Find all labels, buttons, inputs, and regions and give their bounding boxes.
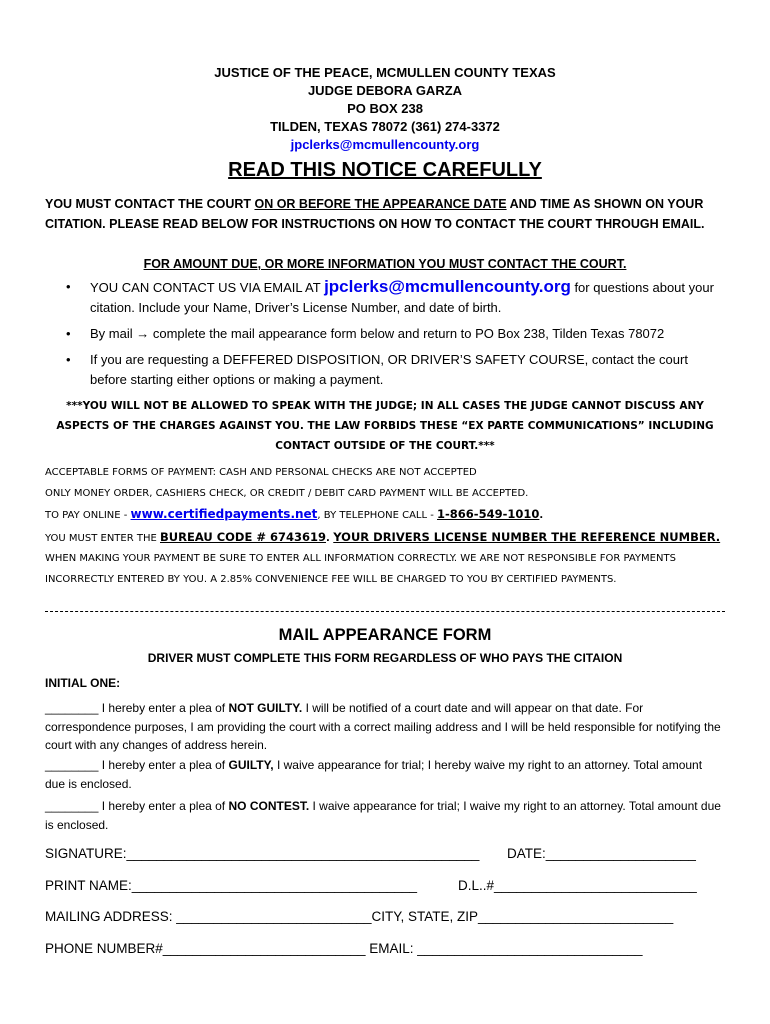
pay-online-mid: , BY TELEPHONE CALL -	[317, 510, 438, 521]
not-guilty-text: I will be notified of a court date and will appear on that date. For correspondence purposes, I am providing the court with a correct mailing address and I will be held responsible for notifying the court with any changes of address herein.	[45, 701, 721, 752]
intro-paragraph	[45, 194, 725, 234]
mailing-address-field[interactable]: MAILING ADDRESS: __________________________CITY, STATE, ZIP__________________________	[45, 909, 674, 924]
phone-email-row	[45, 941, 725, 956]
bullet-icon: •	[66, 326, 71, 341]
payment-forms-line: ACCEPTABLE FORMS OF PAYMENT: CASH AND PERSONAL CHECKS ARE NOT ACCEPTED	[45, 467, 477, 478]
payment-disclaimer: WHEN MAKING YOUR PAYMENT BE SURE TO ENTER ALL INFORMATION CORRECTLY. WE ARE NOT RESPONSIBLE FOR PAYMENTS INCORRECTLY ENTERED BY YOU. A 2.85% CONVENIENCE FEE WILL BE CHARGED TO YOU BY CERTIFIED PAYMENTS.	[45, 553, 676, 585]
plea-not-guilty	[45, 699, 725, 755]
intro-part2: AND TIME AS SHOWN ON YOUR CITATION. PLEASE READ BELOW FOR INSTRUCTIONS ON HOW TO CONTACT THE COURT THROUGH EMAIL.	[45, 197, 705, 231]
payment-info	[45, 463, 735, 590]
plea-no-contest	[45, 797, 725, 834]
phone-email-field[interactable]: PHONE NUMBER#___________________________ EMAIL: ______________________________	[45, 941, 643, 956]
certified-payments-link[interactable]: www.certifiedpayments.net	[130, 507, 318, 521]
court-header	[0, 64, 770, 154]
bureau-pre: YOU MUST ENTER THE	[45, 532, 160, 544]
po-box: PO BOX 238	[347, 101, 423, 116]
phone-number: 1-866-549-1010	[437, 507, 540, 521]
bullet-email-link[interactable]: jpclerks@mcmullencounty.org	[324, 277, 571, 296]
mailing-address-row	[45, 909, 725, 924]
guilty-text: I waive appearance for trial; I hereby waive my right to an attorney. Total amount due is enclosed.	[45, 758, 703, 791]
not-guilty-label: NOT GUILTY.	[228, 701, 303, 715]
court-name: JUSTICE OF THE PEACE, MCMULLEN COUNTY TEXAS	[214, 65, 556, 80]
cut-line-divider	[45, 611, 725, 612]
reference-number-note: YOUR DRIVERS LICENSE NUMBER THE REFERENCE NUMBER.	[333, 529, 721, 544]
print-name-field[interactable]: PRINT NAME:______________________________________	[45, 878, 418, 893]
notice-title: READ THIS NOTICE CAREFULLY	[228, 159, 542, 181]
pay-online-pre: TO PAY ONLINE -	[45, 510, 131, 521]
form-subtitle: DRIVER MUST COMPLETE THIS FORM REGARDLESS OF WHO PAYS THE CITAION	[147, 651, 623, 665]
list-item	[60, 277, 720, 318]
initial-blank-field[interactable]: ________	[45, 758, 99, 772]
header-email-link[interactable]: jpclerks@mcmullencounty.org	[290, 137, 480, 152]
bullet1-text-post: for questions about your citation. Include your Name, Driver’s License Number, and date of birth.	[90, 280, 714, 315]
plea-pre-text: I hereby enter a plea of	[98, 799, 229, 813]
date-field[interactable]: DATE:____________________	[507, 846, 696, 861]
bureau-mid: .	[325, 532, 334, 544]
bullet-icon: •	[66, 352, 71, 367]
initial-one-label: INITIAL ONE:	[45, 676, 121, 690]
initial-blank-field[interactable]: ________	[45, 799, 99, 813]
list-item	[60, 350, 720, 390]
payment-accepted-line: ONLY MONEY ORDER, CASHIERS CHECK, OR CREDIT / DEBIT CARD PAYMENT WILL BE ACCEPTED.	[45, 487, 529, 499]
bullet-icon: •	[66, 279, 71, 294]
bullet3-text: If you are requesting a DEFFERED DISPOSITION, OR DRIVER’S SAFETY COURSE, contact the court before starting either options or making a payment.	[90, 352, 688, 387]
no-contest-text: I waive appearance for trial; I waive my right to an attorney. Total amount due is enclosed.	[45, 799, 721, 832]
intro-part1: YOU MUST CONTACT THE COURT	[45, 197, 255, 211]
header-email-line	[0, 136, 770, 154]
pay-online-end: .	[539, 510, 544, 521]
bullet2-text: By mail → complete the mail appearance form below and return to PO Box 238, Tilden Texas 78072	[90, 326, 665, 341]
list-item	[60, 324, 720, 344]
signature-row	[45, 846, 725, 861]
form-title: MAIL APPEARANCE FORM	[278, 626, 492, 644]
pay-online-line	[45, 504, 735, 527]
bureau-code: BUREAU CODE # 6743619	[160, 529, 326, 544]
intro-underlined: ON OR BEFORE THE APPEARANCE DATE	[254, 197, 507, 211]
amount-due-heading: FOR AMOUNT DUE, OR MORE INFORMATION YOU MUST CONTACT THE COURT.	[143, 257, 627, 271]
plea-pre-text: I hereby enter a plea of	[98, 701, 229, 715]
bureau-code-line	[45, 527, 735, 550]
dl-number-field[interactable]: D.L..#___________________________	[458, 878, 697, 893]
initial-blank-field[interactable]: ________	[45, 701, 99, 715]
city-phone: TILDEN, TEXAS 78072 (361) 274-3372	[270, 119, 500, 134]
plea-pre-text: I hereby enter a plea of	[98, 758, 229, 772]
judge-name: JUDGE DEBORA GARZA	[307, 83, 463, 98]
guilty-label: GUILTY,	[228, 758, 274, 772]
bullet1-text-pre: YOU CAN CONTACT US VIA EMAIL AT	[90, 280, 325, 295]
print-name-row	[45, 878, 725, 893]
signature-field[interactable]: SIGNATURE:_______________________________________________	[45, 846, 480, 861]
ex-parte-warning: ***YOU WILL NOT BE ALLOWED TO SPEAK WITH THE JUDGE; IN ALL CASES THE JUDGE CANNOT DISCUSS ANY ASPECTS OF THE CHARGES AGAINST YOU. THE LAW FORBIDS THESE “EX PARTE COMMUNICATIONS” INCLUDING CONTACT OUTSIDE OF THE COURT.***	[56, 400, 714, 452]
no-contest-label: NO CONTEST.	[228, 799, 310, 813]
contact-bullet-list	[60, 277, 720, 396]
plea-guilty	[45, 756, 725, 793]
